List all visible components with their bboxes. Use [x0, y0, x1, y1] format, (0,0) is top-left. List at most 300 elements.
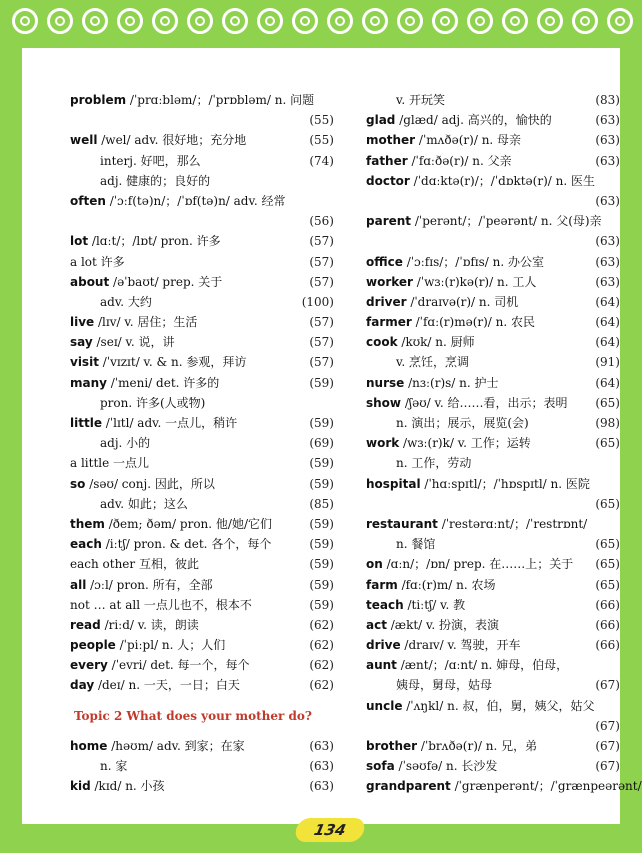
glossary-entry [70, 272, 334, 292]
definition: /deɪ/ n. 一天，一日；白天 [94, 678, 240, 693]
definition: /wɜː(r)k/ v. 工作；运转 [399, 436, 531, 451]
entry-text [70, 655, 250, 675]
glossary-entry [366, 211, 620, 231]
entry-text [366, 776, 642, 796]
entry-text [70, 231, 221, 251]
page-reference: (63) [595, 193, 620, 208]
page-reference: (59) [309, 416, 334, 430]
headword: every [70, 658, 108, 673]
entry-text [70, 534, 271, 554]
definition: /ɔːl/ pron. 所有，全部 [86, 577, 213, 592]
definition: a lot 许多 [70, 254, 125, 269]
glossary-entry [366, 433, 620, 453]
definition: /ˈpiːpl/ n. 人；人们 [115, 638, 226, 653]
definition: /ˈwɜː(r)kə(r)/ n. 工人 [412, 274, 537, 289]
binder-ring-icon [292, 8, 318, 34]
definition: /riːd/ v. 读，朗读 [100, 617, 199, 632]
glossary-entry [366, 514, 620, 534]
glossary-entry [366, 696, 620, 716]
headword: lot [70, 234, 89, 249]
page-reference: (63) [595, 133, 620, 148]
glossary-entry [366, 252, 620, 272]
page-reference: (57) [309, 315, 334, 330]
glossary-entry [366, 171, 620, 191]
page-reference: (63) [595, 153, 620, 168]
glossary-entry [366, 413, 620, 433]
glossary-entry [70, 413, 334, 433]
binder-ring-icon [502, 8, 528, 34]
entry-text [366, 575, 495, 595]
entry-text [70, 130, 246, 150]
page-reference: (63) [595, 274, 620, 289]
definition: /ˈlɪtl/ adv. 一点儿，稍许 [101, 416, 238, 430]
entry-text [100, 292, 152, 312]
glossary-entry [70, 252, 334, 272]
entry-text [396, 675, 492, 695]
entry-text [70, 615, 199, 635]
page-reference: (74) [309, 153, 334, 168]
headword: restaurant [366, 516, 438, 531]
page-reference: (57) [309, 335, 334, 350]
definition: adv. 如此；这么 [100, 496, 188, 511]
entry-text [70, 776, 165, 796]
page-reference: (57) [309, 355, 334, 370]
glossary-entry [366, 272, 620, 292]
definition: each other 互相，彼此 [70, 557, 199, 572]
headword: teach [366, 597, 404, 612]
glossary-entry [70, 514, 334, 534]
definition: a little 一点儿 [70, 456, 150, 471]
page-reference: (59) [309, 476, 334, 491]
page-reference: (63) [309, 738, 334, 753]
entry-text [396, 352, 469, 372]
definition: /ˈrestərɑːnt/；/ˈrestrɒnt/ [437, 516, 588, 531]
glossary-entry [366, 191, 620, 211]
headword: grandparent [366, 779, 451, 794]
glossary-entry [70, 312, 334, 332]
page-reference: (65) [595, 395, 620, 410]
definition: /fɑː(r)m/ n. 农场 [397, 577, 496, 592]
page-reference: (67) [595, 678, 620, 693]
binder-ring-icon [117, 8, 143, 34]
definition: /ˈdraɪvə(r)/ n. 司机 [406, 294, 519, 309]
definition: interj. 好吧，那么 [100, 153, 201, 168]
binder-ring-icon [187, 8, 213, 34]
definition: adv. 大约 [100, 294, 152, 309]
entry-text [100, 433, 150, 453]
glossary-entry [366, 151, 620, 171]
glossary-entry [366, 352, 620, 372]
headword: parent [366, 214, 412, 229]
glossary-entry [70, 231, 334, 251]
glossary-entry [70, 292, 334, 312]
page-reference: (63) [309, 758, 334, 773]
definition: /ˈʌŋkl/ n. 叔，伯，舅，姨父，姑父 [402, 698, 595, 713]
glossary-entry [70, 433, 334, 453]
headword: work [366, 436, 400, 451]
binder-ring-icon [397, 8, 423, 34]
glossary-entry [70, 474, 334, 494]
definition: pron. 许多(人或物) [100, 395, 206, 410]
entry-text [396, 413, 529, 433]
definition: v. 烹饪，烹调 [396, 355, 469, 370]
entry-text [70, 514, 272, 534]
glossary-entry [366, 453, 620, 473]
glossary-entry [70, 453, 334, 473]
headword: them [70, 516, 105, 531]
glossary-entry [70, 655, 334, 675]
glossary-entry [366, 494, 620, 514]
definition: 姨母，舅母，姑母 [396, 678, 493, 693]
entry-text [366, 615, 499, 635]
glossary-entry [70, 151, 334, 171]
entry-text [366, 736, 537, 756]
definition: /ˈɔːfɪs/；/ˈɒfɪs/ n. 办公室 [402, 254, 544, 269]
definition: /draɪv/ v. 驾驶，开车 [400, 638, 521, 653]
entry-text [70, 332, 175, 352]
entry-text [366, 595, 465, 615]
entry-text [70, 453, 149, 473]
page-reference: (100) [301, 294, 334, 309]
entry-text [70, 252, 125, 272]
definition: v. 开玩笑 [396, 93, 445, 107]
glossary-entry [366, 534, 620, 554]
page-reference: (67) [595, 759, 620, 774]
glossary-entry [70, 110, 334, 130]
headword: so [70, 476, 86, 491]
headword: farmer [366, 315, 412, 330]
binder-ring-icon [572, 8, 598, 34]
definition: /iːtʃ/ pron. & det. 各个，每个 [101, 537, 272, 552]
binder-ring-icon [537, 8, 563, 34]
glossary-entry [70, 675, 334, 695]
glossary-entry [366, 615, 620, 635]
page-reference: (65) [595, 537, 620, 552]
definition: n. 工作，劳动 [396, 456, 472, 471]
definition: /ˈevri/ det. 每一个，每个 [107, 658, 250, 673]
page-reference: (62) [309, 658, 334, 673]
headword: little [70, 416, 102, 430]
binder-ring-icon [432, 8, 458, 34]
entry-text [366, 474, 590, 494]
page-reference: (65) [595, 496, 620, 511]
binder-ring-icon [327, 8, 353, 34]
page-reference: (59) [309, 456, 334, 471]
glossary-entry [70, 352, 334, 372]
page-reference: (65) [595, 436, 620, 451]
entry-text [396, 534, 435, 554]
page-reference: (67) [595, 739, 620, 753]
entry-text [100, 171, 210, 191]
entry-text [366, 635, 520, 655]
glossary-entry [366, 90, 620, 110]
entry-text [366, 252, 544, 272]
headword: worker [366, 274, 413, 289]
binder-rings [0, 4, 640, 44]
headword: driver [366, 294, 407, 309]
glossary-entry [70, 756, 334, 776]
entry-text [100, 756, 127, 776]
page-reference: (63) [595, 234, 620, 249]
page-reference: (63) [309, 779, 334, 793]
headword: often [70, 193, 106, 208]
headword: father [366, 153, 408, 168]
glossary-entry [70, 635, 334, 655]
page-reference: (63) [595, 254, 620, 269]
headword: drive [366, 638, 401, 653]
headword: act [366, 617, 387, 632]
headword: sofa [366, 759, 395, 774]
headword: farm [366, 577, 398, 592]
glossary-entry [70, 332, 334, 352]
glossary-entry [70, 211, 334, 231]
glossary-entry [366, 635, 620, 655]
headword: all [70, 577, 87, 592]
entry-text [366, 514, 586, 534]
glossary-entry [366, 716, 620, 736]
definition: /ˈfɑː(r)mə(r)/ n. 农民 [411, 315, 536, 330]
binder-ring-icon [222, 8, 248, 34]
entry-text [366, 292, 518, 312]
glossary-entry [70, 776, 334, 796]
entry-text [100, 151, 201, 171]
page-reference: (59) [309, 557, 334, 572]
entry-text [70, 373, 219, 393]
headword: many [70, 375, 107, 390]
page-reference: (59) [309, 375, 334, 390]
headword: brother [366, 739, 418, 753]
entry-text [70, 352, 246, 372]
page-reference: (59) [309, 577, 334, 592]
entry-text [366, 393, 568, 413]
page-reference: (69) [309, 436, 334, 451]
glossary-entry [366, 675, 620, 695]
headword: home [70, 738, 108, 753]
entry-text [366, 312, 535, 332]
definition: /ðem; ðəm/ pron. 他/她/它们 [104, 516, 272, 531]
entry-text [70, 675, 240, 695]
headword: mother [366, 133, 416, 148]
binder-ring-icon [47, 8, 73, 34]
definition: n. 家 [100, 758, 128, 773]
definition: /ˈfɑːðə(r)/ n. 父亲 [407, 153, 512, 168]
page-reference: (62) [309, 638, 334, 653]
headword: each [70, 537, 102, 552]
entry-text [70, 413, 237, 433]
entry-text [396, 453, 471, 473]
definition: /ækt/ v. 扮演，表演 [386, 617, 500, 632]
definition: /tiːtʃ/ v. 教 [403, 597, 466, 612]
headword: say [70, 335, 93, 350]
page-reference: (65) [595, 557, 620, 572]
headword: about [70, 274, 110, 289]
headword: problem [70, 93, 127, 107]
glossary-entry [70, 554, 334, 574]
glossary-entry [366, 736, 620, 756]
binder-ring-icon [12, 8, 38, 34]
headword: cook [366, 335, 398, 350]
left-column [70, 90, 334, 796]
headword: hospital [366, 476, 421, 491]
page-reference: (55) [309, 133, 334, 148]
definition: /lɪv/ v. 居住；生活 [94, 315, 198, 330]
definition: /wel/ adv. 很好地；充分地 [97, 133, 247, 148]
page-reference: (64) [595, 294, 620, 309]
glossary-entry [366, 332, 620, 352]
glossary-entry [366, 231, 620, 251]
definition: /ɑːn/；/ɒn/ prep. 在……上；关于 [382, 557, 574, 572]
page-reference: (98) [595, 416, 620, 430]
headword: read [70, 617, 101, 632]
entry-text [366, 130, 521, 150]
headword: live [70, 315, 95, 330]
page-reference: (55) [309, 113, 334, 128]
page-reference: (64) [595, 315, 620, 330]
page-reference: (59) [309, 537, 334, 552]
glossary-entry [366, 393, 620, 413]
glossary-entry [366, 373, 620, 393]
binder-ring-icon [607, 8, 633, 34]
glossary-entry [366, 292, 620, 312]
page-reference: (57) [309, 274, 334, 289]
definition: /kʊk/ n. 厨师 [397, 335, 475, 350]
entry-text [70, 595, 252, 615]
page-reference: (66) [595, 597, 620, 612]
page-reference: (91) [595, 355, 620, 370]
entry-text [70, 635, 225, 655]
glossary-entry [70, 736, 334, 756]
headword: people [70, 638, 116, 653]
page-reference: (65) [595, 577, 620, 592]
entry-text [70, 90, 315, 110]
headword: visit [70, 355, 99, 370]
glossary-entry [366, 776, 642, 796]
entry-text [366, 373, 499, 393]
definition: /lɑːt/；/lɒt/ pron. 许多 [88, 234, 221, 249]
page-reference: (56) [309, 214, 334, 229]
page-reference: (59) [309, 516, 334, 531]
binder-ring-icon [82, 8, 108, 34]
glossary-entry [366, 312, 620, 332]
headword: aunt [366, 658, 397, 673]
page-reference: (85) [309, 496, 334, 511]
glossary-entry [70, 130, 334, 150]
glossary-entry [70, 373, 334, 393]
definition: n. 餐馆 [396, 537, 436, 552]
glossary-entry [70, 494, 334, 514]
page-reference: (62) [309, 678, 334, 693]
entry-text [100, 494, 188, 514]
definition: /ˈgrænperənt/；/ˈgrænpeərənt/ [450, 779, 642, 794]
page-reference: (59) [309, 597, 334, 612]
headword: doctor [366, 173, 410, 188]
definition: /ˈhɑːspɪtl/；/ˈhɒspɪtl/ n. 医院 [420, 476, 590, 491]
headword: day [70, 678, 95, 693]
entry-text [366, 110, 552, 130]
page-reference: (64) [595, 335, 620, 350]
definition: /ˈsəʊfə/ n. 长沙发 [394, 759, 498, 774]
glossary-entry [70, 171, 334, 191]
entry-text [366, 171, 595, 191]
glossary-entry [366, 595, 620, 615]
definition: /ʃəʊ/ v. 给……看，出示；表明 [401, 395, 568, 410]
top-decorative-band [0, 0, 640, 48]
definition: not … at all 一点儿也不，根本不 [70, 597, 252, 612]
entry-text [366, 211, 602, 231]
glossary-entry [366, 756, 620, 776]
definition: /ænt/；/ɑːnt/ n. 婶母，伯母， [396, 658, 569, 673]
page-number: 134 [293, 818, 366, 842]
entry-text [100, 393, 205, 413]
headword: show [366, 395, 402, 410]
page-reference: (63) [595, 113, 620, 128]
entry-text [366, 151, 512, 171]
definition: /kɪd/ n. 小孩 [90, 779, 165, 793]
definition: /seɪ/ v. 说，讲 [92, 335, 175, 350]
entry-text [366, 696, 595, 716]
definition: /ˈdɑːktə(r)/；/ˈdɒktə(r)/ n. 医生 [409, 173, 595, 188]
headword: uncle [366, 698, 403, 713]
page-reference: (83) [595, 93, 620, 107]
page-reference: (66) [595, 617, 620, 632]
definition: /ˈvɪzɪt/ v. & n. 参观，拜访 [98, 355, 247, 370]
glossary-entry [70, 595, 334, 615]
entry-text [70, 191, 285, 211]
definition: /həʊm/ adv. 到家；在家 [107, 738, 245, 753]
definition: adj. 健康的；良好的 [100, 173, 211, 188]
entry-text [366, 554, 573, 574]
page-reference: (64) [595, 375, 620, 390]
entry-text [366, 332, 475, 352]
glossary-entry [366, 655, 620, 675]
entry-text [396, 90, 445, 110]
definition: /ˈbrʌðə(r)/ n. 兄，弟 [417, 739, 538, 753]
definition: /əˈbaʊt/ prep. 关于 [109, 274, 223, 289]
definition: /glæd/ adj. 高兴的，愉快的 [395, 113, 552, 128]
entry-text [70, 312, 197, 332]
binder-ring-icon [362, 8, 388, 34]
binder-ring-icon [152, 8, 178, 34]
definition: /ˈmʌðə(r)/ n. 母亲 [415, 133, 522, 148]
page-reference: (62) [309, 617, 334, 632]
binder-ring-icon [257, 8, 283, 34]
headword: kid [70, 779, 91, 793]
binder-ring-icon [467, 8, 493, 34]
definition: /ˈprɑːbləm/；/ˈprɒbləm/ n. 问题 [126, 93, 315, 107]
page-reference: (57) [309, 234, 334, 249]
topic-heading: Topic 2 What does your mother do? [74, 708, 312, 723]
glossary-entry [366, 110, 620, 130]
entry-text [366, 272, 536, 292]
page-reference: (57) [309, 254, 334, 269]
entry-text [366, 655, 568, 675]
entry-text [366, 433, 531, 453]
definition: /səʊ/ conj. 因此，所以 [85, 476, 215, 491]
glossary-entry [366, 554, 620, 574]
glossary-entry [366, 575, 620, 595]
definition: /ˈɔːf(tə)n/；/ˈɒf(tə)n/ adv. 经常 [105, 193, 286, 208]
definition: n. 演出；展示，展览(会) [396, 416, 529, 430]
entry-text [70, 554, 199, 574]
entry-text [366, 756, 497, 776]
headword: office [366, 254, 403, 269]
definition: /nɜː(r)s/ n. 护士 [404, 375, 499, 390]
headword: well [70, 133, 98, 148]
entry-text [70, 272, 222, 292]
right-column [366, 90, 642, 797]
glossary-entry [70, 393, 334, 413]
headword: nurse [366, 375, 405, 390]
